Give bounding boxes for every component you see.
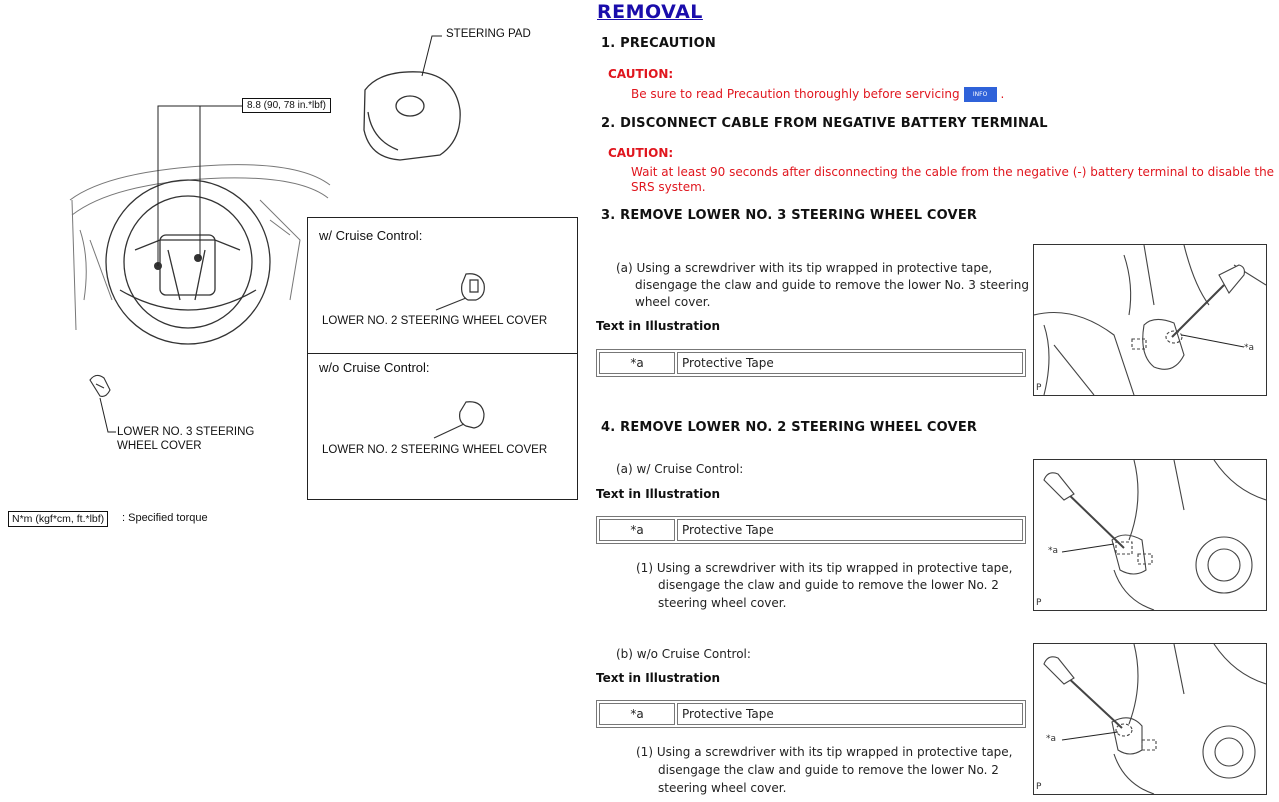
removal-heading[interactable]: REMOVAL — [597, 1, 703, 23]
step4a-legend-table — [596, 516, 1026, 544]
step3-illustration[interactable] — [1033, 244, 1267, 396]
cruise-divider — [308, 353, 577, 354]
step4a-text-in-illustration: Text in Illustration — [596, 487, 720, 501]
lower-no3-label-line1: LOWER NO. 3 STEERING — [117, 426, 255, 438]
without-cruise-title: w/o Cruise Control: — [319, 360, 430, 375]
step1-caution-label: CAUTION: — [608, 67, 674, 81]
table-row — [599, 519, 1023, 541]
step3-legend-table — [596, 349, 1026, 377]
info-button[interactable]: INFO — [964, 87, 997, 102]
step3-ill-mark: P — [1036, 383, 1042, 393]
step3-illustration-drawing — [1034, 245, 1266, 395]
without-cruise-cover-drawing — [428, 396, 498, 446]
step1-caution-period: . — [1000, 87, 1005, 101]
step4b-ill-mark: P — [1036, 782, 1042, 792]
step3-sub-a-line1: (a) Using a screwdriver with its tip wrapped in protective tape, — [616, 261, 993, 275]
with-cruise-title: w/ Cruise Control: — [319, 228, 423, 243]
step4b-illustration-drawing — [1034, 644, 1266, 794]
legend-value: Protective Tape — [677, 703, 1023, 725]
step3-sub-a-line2: disengage the claw and guide to remove the lower No. 3 steering — [635, 278, 1029, 292]
step4-sub-b: (b) w/o Cruise Control: — [616, 647, 751, 661]
legend-key: *a — [599, 519, 675, 541]
cruise-control-box — [307, 217, 578, 500]
legend-key: *a — [599, 703, 675, 725]
lower-no3-label-line2: WHEEL COVER — [117, 440, 202, 452]
step2-caution-line2: SRS system. — [631, 180, 706, 194]
legend-value: Protective Tape — [677, 519, 1023, 541]
torque-legend-text: : Specified torque — [122, 512, 208, 524]
step2-title: 2. DISCONNECT CABLE FROM NEGATIVE BATTERY TERMINAL — [601, 116, 1048, 131]
step2-caution-label: CAUTION: — [608, 146, 674, 160]
step3-title: 3. REMOVE LOWER NO. 3 STEERING WHEEL COVER — [601, 208, 978, 223]
step4b-illustration[interactable] — [1033, 643, 1267, 795]
step3-callout-a: *a — [1244, 343, 1255, 353]
step4b-legend-table — [596, 700, 1026, 728]
step1-caution-text — [631, 87, 1004, 102]
torque-legend-unit: N*m (kgf*cm, ft.*lbf) — [8, 511, 108, 527]
step4-title: 4. REMOVE LOWER NO. 2 STEERING WHEEL COVER — [601, 420, 978, 435]
step4b1-line3: steering wheel cover. — [658, 781, 787, 795]
step4a1-line1: (1) Using a screwdriver with its tip wrapped in protective tape, — [636, 561, 1013, 575]
step4b1-line1: (1) Using a screwdriver with its tip wrapped in protective tape, — [636, 745, 1013, 759]
step4a-callout-a: *a — [1048, 546, 1059, 556]
step3-sub-a-line3: wheel cover. — [635, 295, 711, 309]
torque-value-box: 8.8 (90, 78 in.*lbf) — [242, 98, 331, 113]
with-cruise-cover-drawing — [428, 266, 498, 316]
with-cruise-label: LOWER NO. 2 STEERING WHEEL COVER — [322, 315, 548, 327]
table-row — [599, 703, 1023, 725]
legend-key: *a — [599, 352, 675, 374]
table-row — [599, 352, 1023, 374]
step4b-text-in-illustration: Text in Illustration — [596, 671, 720, 685]
step4b-callout-a: *a — [1046, 734, 1057, 744]
steering-pad-label: STEERING PAD — [446, 28, 531, 40]
without-cruise-label: LOWER NO. 2 STEERING WHEEL COVER — [322, 444, 548, 456]
step4a1-line2: disengage the claw and guide to remove the lower No. 2 — [658, 578, 999, 592]
step4a1-line3: steering wheel cover. — [658, 596, 787, 610]
steering-diagram — [0, 0, 590, 560]
step4b1-line2: disengage the claw and guide to remove the lower No. 2 — [658, 763, 999, 777]
step4-sub-a: (a) w/ Cruise Control: — [616, 462, 744, 476]
step1-title: 1. PRECAUTION — [601, 36, 716, 51]
step4a-illustration[interactable] — [1033, 459, 1267, 611]
step2-caution-line1: Wait at least 90 seconds after disconnecting the cable from the negative (-) battery terminal to disable the — [631, 165, 1275, 179]
step1-caution-message: Be sure to read Precaution thoroughly before servicing — [631, 87, 960, 101]
step4a-illustration-drawing — [1034, 460, 1266, 610]
legend-value: Protective Tape — [677, 352, 1023, 374]
step3-text-in-illustration: Text in Illustration — [596, 319, 720, 333]
step4a-ill-mark: P — [1036, 598, 1042, 608]
